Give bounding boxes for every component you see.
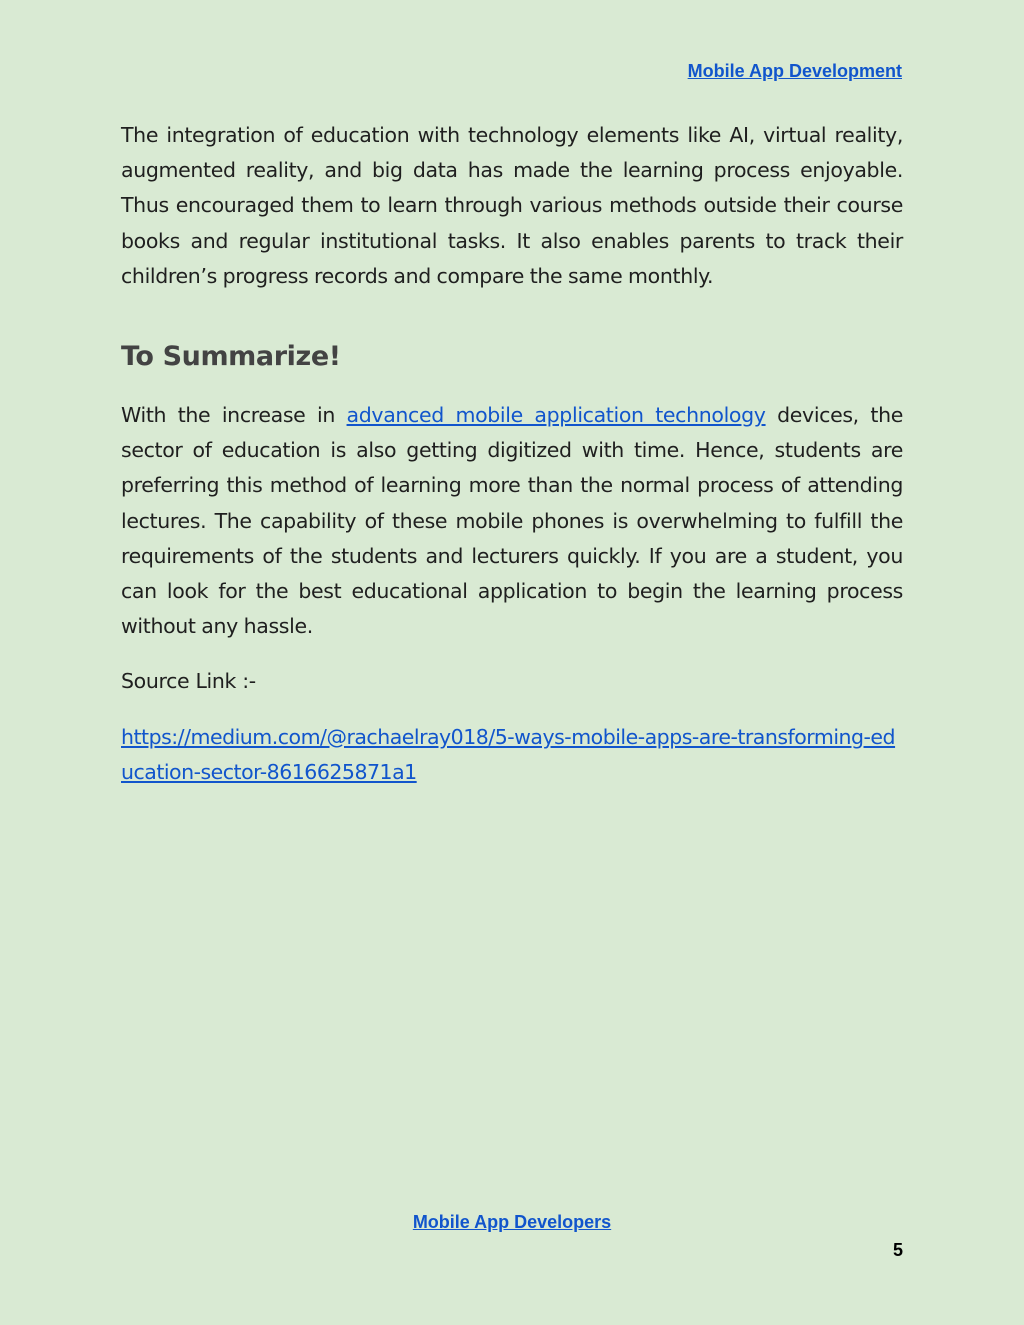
paragraph-summary-start: With the increase in bbox=[121, 403, 347, 428]
source-label: Source Link :- bbox=[121, 669, 256, 694]
paragraph-integration: The integration of education with technology elements like AI, virtual reality, augmented reality, and big data has made the learning process enjoyable. Thus encouraged them to learn through various methods outside their course books and regular institutional tasks. It also enables parents to track their children’s progress records and compare the same monthly. bbox=[121, 123, 903, 288]
footer-link-mobile-app-developers[interactable]: Mobile App Developers bbox=[412, 1212, 612, 1232]
paragraph-summary bbox=[121, 398, 903, 644]
header-link-mobile-app-development[interactable]: Mobile App Development bbox=[687, 61, 902, 81]
paragraph-summary-rest: devices, the sector of education is also getting digitized with time. Hence, students are preferring this method of learning more than the normal process of attending lectures. The capability of these mobile phones is overwhelming to fulfill the requirements of the students and lecturers quickly. If you are a student, you can look for the best educational application to begin the learning process without any hassle. bbox=[121, 403, 903, 639]
section-heading: To Summarize! bbox=[121, 341, 341, 373]
page-content bbox=[121, 118, 903, 790]
page-number: 5 bbox=[892, 1240, 903, 1260]
source-url-link[interactable]: https://medium.com/@rachaelray018/5-ways-mobile-apps-are-transforming-education-sector-8616625871a1 bbox=[121, 724, 896, 784]
advanced-mobile-technology-link[interactable]: advanced mobile application technology bbox=[346, 403, 766, 428]
footer bbox=[0, 1212, 1024, 1233]
